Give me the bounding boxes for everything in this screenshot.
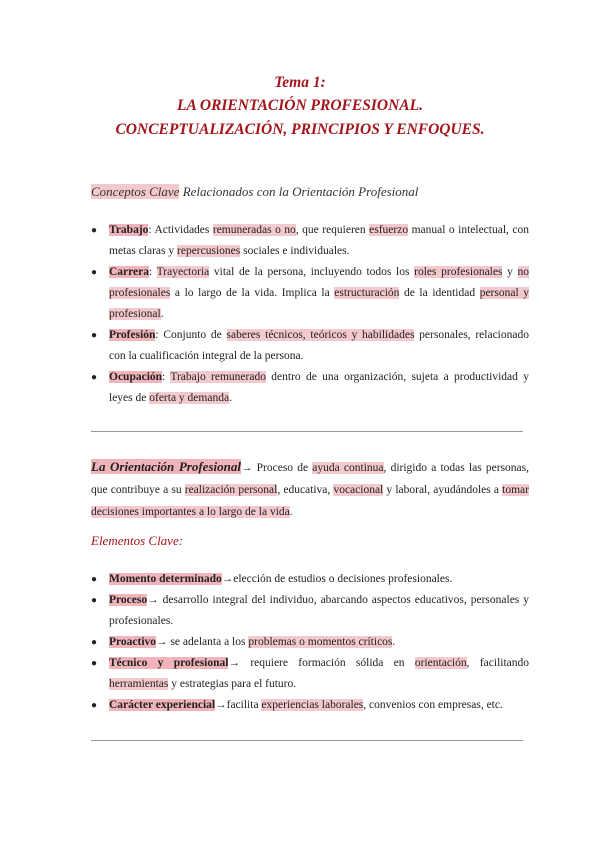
list-item-proactivo [91,632,529,653]
text-segment: personales, relacionado con la cualificación integral de la persona. [109,329,529,362]
section-heading-rest: Relacionados con la Orientación Profesional [179,184,419,199]
divider [91,740,523,741]
highlight-segment: saberes técnicos, teóricos y habilidades [226,329,415,341]
text-segment: : [162,371,171,383]
term-proceso: Proceso [109,594,148,606]
highlight-segment: ayuda continua [312,462,384,474]
bullet-icon: ● [91,267,98,278]
bullet-icon: ● [91,330,98,341]
section-heading-conceptos [91,184,418,200]
highlight-segment: estructuración [334,287,400,299]
highlight-segment: repercusiones [177,245,241,257]
highlight-segment: personal y profesional [109,287,529,320]
list-item-experiencial [91,695,529,716]
highlight-segment: tomar decisiones importantes a lo largo de la vida [91,484,529,518]
section-heading-highlight: Conceptos Clave [91,184,180,199]
text-segment: →facilita [215,699,262,711]
text-segment: , educativa, [277,484,334,496]
topic-number: Tema 1: [274,74,326,91]
term-momento-determinado: Momento determinado [109,573,222,585]
term-caracter-experiencial: Carácter experiencial [109,699,216,711]
highlight-segment: Trayectoria [156,266,210,278]
highlight-segment: esfuerzo [369,224,409,236]
divider [91,431,523,432]
highlight-segment: problemas o momentos críticos [248,636,393,648]
text-segment: , dirigido a todas las personas, que contribuye a su [91,462,530,496]
list-item-tecnico [91,653,529,695]
text-segment: a lo largo de la vida. Implica la [170,287,335,299]
text-segment: → Proceso de [240,462,313,474]
concept-list [91,220,529,409]
list-item-ocupacion [91,367,529,409]
bullet-icon: ● [91,372,98,383]
text-segment: . [289,506,293,518]
text-segment: . [392,636,396,648]
term-profesion: Profesión [109,329,156,341]
term-carrera: Carrera [109,266,150,278]
term-proactivo: Proactivo [109,636,157,648]
highlight-segment: orientación [414,657,467,669]
text-segment: . [160,308,164,320]
text-segment: y [502,266,518,278]
highlight-segment: vocacional [333,484,384,496]
text-segment: y laboral, ayudándoles a [383,484,503,496]
text-segment: , convenios con empresas, etc. [363,699,503,711]
list-item-profesion [91,325,529,367]
text-segment: → desarrollo integral del individuo, abarcando aspectos educativos, personales y profesionales. [109,594,529,627]
list-item-momento [91,569,529,590]
text-segment: , que requieren [295,224,370,236]
bullet-icon: ● [91,225,98,236]
elements-list [91,569,529,716]
term-tecnico-profesional: Técnico y profesional [109,657,229,669]
topic-subtitle: CONCEPTUALIZACIÓN, PRINCIPIOS Y ENFOQUES. [115,121,485,138]
highlight-segment: herramientas [109,678,169,690]
highlight-segment: oferta y demanda [149,392,230,404]
bullet-icon: ● [91,658,98,669]
text-segment: y estrategias para el futuro. [168,678,297,690]
bullet-icon: ● [91,637,98,648]
highlight-segment: Trabajo remunerado [170,371,266,383]
highlight-segment: experiencias laborales [261,699,364,711]
text-segment: → requiere formación sólida en [228,657,415,669]
list-item-proceso [91,590,529,632]
text-segment: : Conjunto de [155,329,227,341]
text-segment: vital de la persona, incluyendo todos los [209,266,415,278]
text-segment: → se adelanta a los [156,636,249,648]
elements-heading: Elementos Clave: [91,533,184,548]
text-segment: , facilitando [466,657,530,669]
text-segment: dentro de una organización, sujeta a productividad y leyes de [109,371,529,404]
text-segment: →elección de estudios o decisiones profesionales. [221,573,453,585]
bullet-icon: ● [91,700,98,711]
text-segment: . [229,392,232,404]
term-ocupacion: Ocupación [109,371,163,383]
highlight-segment: realización personal [184,484,278,496]
definition-paragraph [91,456,529,523]
text-segment: : Actividades [148,224,213,236]
text-segment: : [149,266,157,278]
term-trabajo: Trabajo [109,224,149,236]
text-segment: de la identidad [399,287,480,299]
text-segment: sociales e individuales. [240,245,350,257]
bullet-icon: ● [91,574,98,585]
text-segment: manual o intelectual, con metas claras y [109,224,529,257]
list-item-trabajo [91,220,529,262]
bullet-icon: ● [91,595,98,606]
highlight-segment: roles profesionales [414,266,503,278]
definition-term: La Orientación Profesional [91,459,241,474]
list-item-carrera [91,262,529,325]
highlight-segment: remuneradas o no [212,224,296,236]
highlight-segment: no profesionales [109,266,530,299]
topic-title: LA ORIENTACIÓN PROFESIONAL. [177,97,423,114]
